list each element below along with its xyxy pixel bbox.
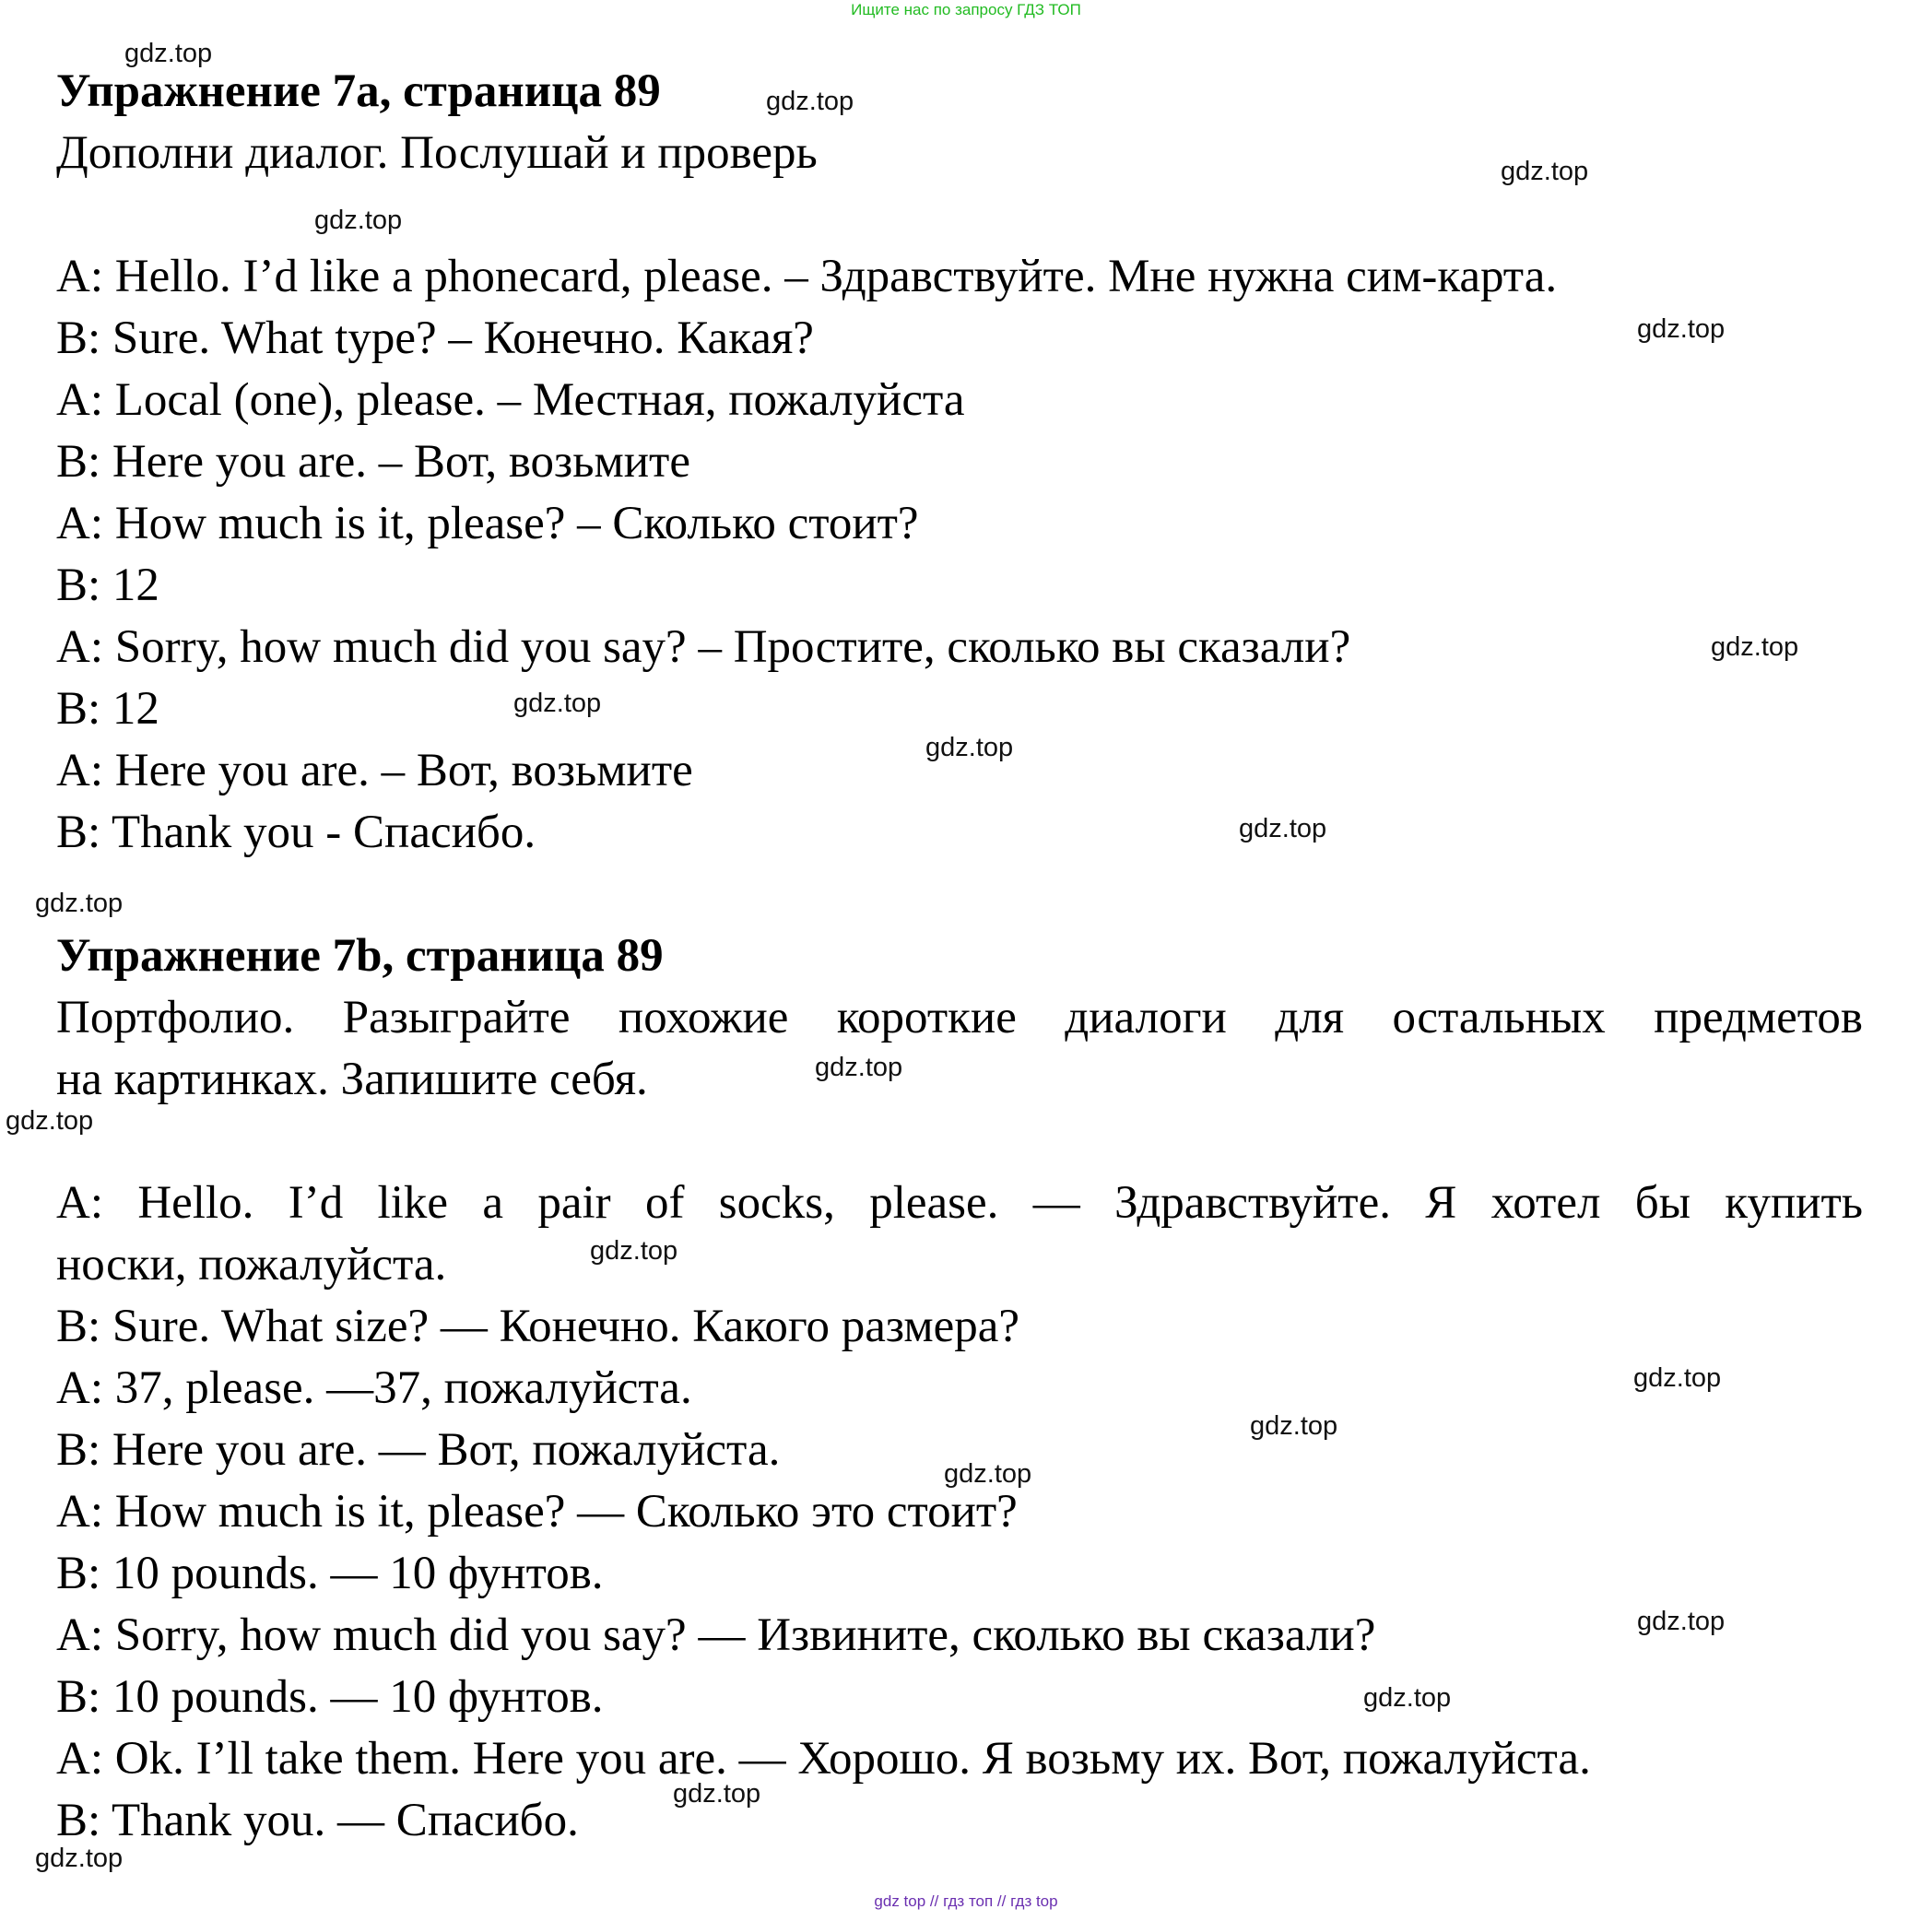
watermark: gdz.top xyxy=(1633,1363,1722,1393)
section-7a-subtitle: Дополни диалог. Послушай и проверь xyxy=(56,127,818,179)
watermark: gdz.top xyxy=(6,1106,94,1136)
section-7b-heading: Упражнение 7b, страница 89 xyxy=(56,930,664,982)
dialog-line: B: 12 xyxy=(56,683,159,735)
dialog-line: B: Sure. What size? — Конечно. Какого размера? xyxy=(56,1301,1020,1352)
dialog-line: B: Here you are. — Вот, пожалуйста. xyxy=(56,1424,781,1476)
dialog-line: B: Here you are. – Вот, возьмите xyxy=(56,436,690,488)
dialog-line: A: Sorry, how much did you say? – Простите, сколько вы сказали? xyxy=(56,621,1351,673)
watermark: gdz.top xyxy=(35,889,124,918)
dialog-line: A: 37, please. —37, пожалуйста. xyxy=(56,1362,692,1414)
dialog-line: A: How much is it, please? — Сколько это стоит? xyxy=(56,1486,1018,1538)
dialog-line: B: 12 xyxy=(56,560,159,611)
watermark: gdz.top xyxy=(944,1459,1032,1489)
watermark: gdz.top xyxy=(590,1236,678,1266)
watermark: gdz.top xyxy=(1637,314,1726,344)
section-7b-subtitle-line-1: Портфолио. Разыграйте похожие короткие диалоги для остальных предметов xyxy=(56,992,1863,1043)
dialog-line: A: Hello. I’d like a phonecard, please. – Здравствуйте. Мне нужна сим-карта. xyxy=(56,251,1558,302)
watermark: gdz.top xyxy=(766,87,854,116)
section-7b-subtitle-line-2: на картинках. Запишите себя. xyxy=(56,1054,648,1105)
dialog-line: A: Ok. I’ll take them. Here you are. — Хорошо. Я возьму их. Вот, пожалуйста. xyxy=(56,1733,1591,1785)
dialog-line: B: Thank you - Спасибо. xyxy=(56,807,536,858)
watermark: gdz.top xyxy=(815,1053,903,1082)
dialog-line: A: How much is it, please? – Сколько стоит? xyxy=(56,498,919,549)
watermark: gdz.top xyxy=(513,689,602,718)
watermark: gdz.top xyxy=(1250,1411,1338,1441)
dialog-line: A: Local (one), please. – Местная, пожалуйста xyxy=(56,374,965,426)
dialog-line: A: Hello. I’d like a pair of socks, please. — Здравствуйте. Я хотел бы купить xyxy=(56,1177,1863,1229)
dialog-line: носки, пожалуйста. xyxy=(56,1239,447,1290)
document-content xyxy=(56,61,1863,1852)
dialog-line: B: Sure. What type? – Конечно. Какая? xyxy=(56,312,814,364)
dialog-line: B: 10 pounds. — 10 фунтов. xyxy=(56,1548,604,1599)
watermark: gdz.top xyxy=(314,206,403,235)
dialog-line: B: 10 pounds. — 10 фунтов. xyxy=(56,1671,604,1723)
watermark: gdz.top xyxy=(1711,632,1799,662)
watermark: gdz.top xyxy=(673,1779,761,1809)
watermark: gdz.top xyxy=(925,733,1014,762)
footer: gdz top // гдз топ // гдз top xyxy=(874,1892,1058,1910)
dialog-line: A: Here you are. – Вот, возьмите xyxy=(56,745,693,796)
section-7b xyxy=(56,925,1863,1852)
watermark: gdz.top xyxy=(1637,1607,1726,1636)
watermark: gdz.top xyxy=(124,39,213,68)
top-banner: Ищите нас по запросу ГДЗ ТОП xyxy=(851,1,1081,18)
watermark: gdz.top xyxy=(1363,1683,1452,1713)
dialog-line: A: Sorry, how much did you say? — Извините, сколько вы сказали? xyxy=(56,1609,1376,1661)
watermark: gdz.top xyxy=(35,1844,124,1873)
watermark: gdz.top xyxy=(1239,814,1327,843)
dialog-line: B: Thank you. — Спасибо. xyxy=(56,1795,579,1846)
watermark: gdz.top xyxy=(1501,157,1589,186)
section-7a-heading: Упражнение 7а, страница 89 xyxy=(56,65,661,117)
